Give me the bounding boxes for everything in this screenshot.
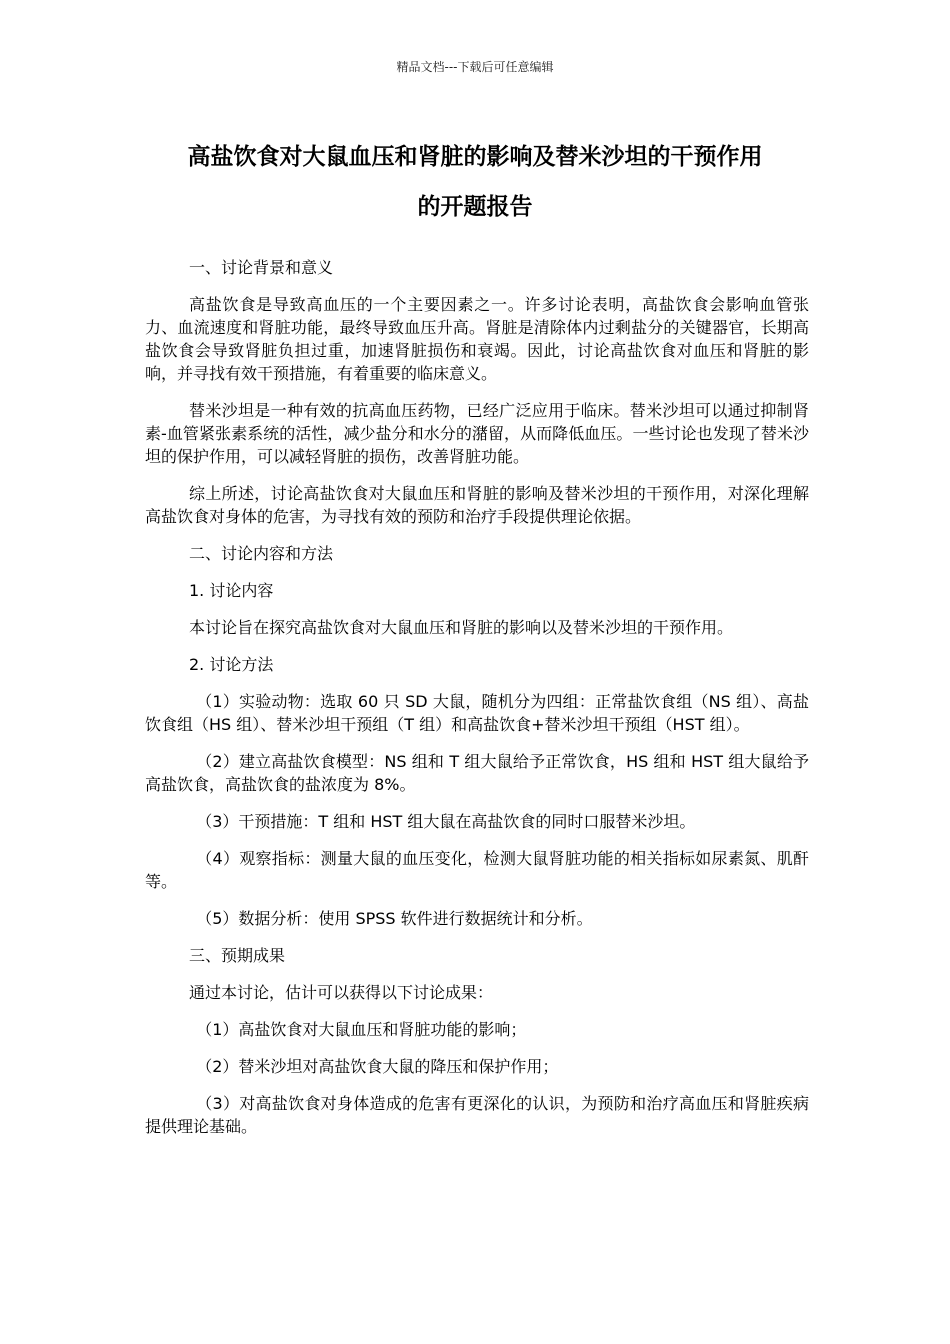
document-title [130,132,820,232]
result-item: （2）替米沙坦对高盐饮食大鼠的降压和保护作用； [196,1057,559,1076]
subheading-content: 1. 讨论内容 [189,581,274,600]
method-item: （1）实验动物：选取 60 只 SD 大鼠，随机分为四组：正常盐饮食组（NS 组）、高盐饮食组（HS 组）、替米沙坦干预组（T 组）和高盐饮食+替米沙坦干预组（HST 组）。 [145,692,809,734]
section-heading-methods: 二、讨论内容和方法 [189,544,334,563]
section-heading-results: 三、预期成果 [189,946,286,965]
title-line-2: 的开题报告 [417,194,533,220]
method-item: （3）干预措施：T 组和 HST 组大鼠在高盐饮食的同时口服替米沙坦。 [196,812,696,831]
paragraph: 替米沙坦是一种有效的抗高血压药物，已经广泛应用于临床。替米沙坦可以通过抑制肾素-血管紧张素系统的活性，减少盐分和水分的潴留，从而降低血压。一些讨论也发现了替米沙坦的保护作用，可以减轻肾脏的损伤，改善肾脏功能。 [145,401,809,466]
title-line-1: 高盐饮食对大鼠血压和肾脏的影响及替米沙坦的干预作用 [187,144,763,170]
paragraph: 高盐饮食是导致高血压的一个主要因素之一。许多讨论表明，高盐饮食会影响血管张力、血流速度和肾脏功能，最终导致血压升高。肾脏是清除体内过剩盐分的关键器官，长期高盐饮食会导致肾脏负担过重，加速肾脏损伤和衰竭。因此，讨论高盐饮食对血压和肾脏的影响，并寻找有效干预措施，有着重要的临床意义。 [145,295,809,383]
result-item: （1）高盐饮食对大鼠血压和肾脏功能的影响； [196,1020,527,1039]
page-header: 精品文档---下载后可任意编辑 [396,60,554,74]
document-body [145,256,809,1152]
paragraph: 本讨论旨在探究高盐饮食对大鼠血压和肾脏的影响以及替米沙坦的干预作用。 [189,618,734,637]
paragraph: 综上所述，讨论高盐饮食对大鼠血压和肾脏的影响及替米沙坦的干预作用，对深化理解高盐饮食对身体的危害，为寻找有效的预防和治疗手段提供理论依据。 [145,484,809,526]
method-item: （4）观察指标：测量大鼠的血压变化，检测大鼠肾脏功能的相关指标如尿素氮、肌酐等。 [145,849,809,891]
method-item: （5）数据分析：使用 SPSS 软件进行数据统计和分析。 [196,909,593,928]
section-heading-background: 一、讨论背景和意义 [189,258,334,277]
subheading-methods: 2. 讨论方法 [189,655,274,674]
method-item: （2）建立高盐饮食模型：NS 组和 T 组大鼠给予正常饮食，HS 组和 HST 组大鼠给予高盐饮食，高盐饮食的盐浓度为 8%。 [145,752,809,794]
paragraph: 通过本讨论，估计可以获得以下讨论成果： [189,983,494,1002]
result-item: （3）对高盐饮食对身体造成的危害有更深化的认识，为预防和治疗高血压和肾脏疾病提供理论基础。 [145,1094,809,1136]
